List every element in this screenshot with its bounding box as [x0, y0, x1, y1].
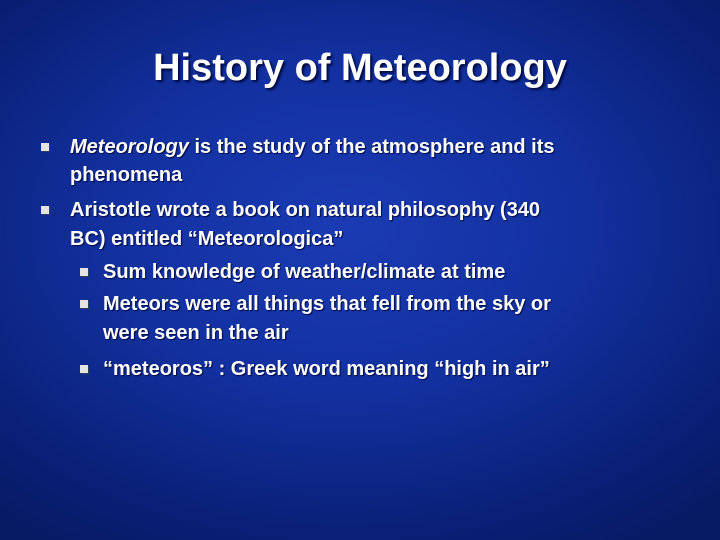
square-bullet-icon [41, 143, 49, 151]
bullet-text-italic: Meteorology [70, 136, 189, 158]
sub-bullet-text: Sum knowledge of weather/climate at time [103, 261, 506, 283]
slide-title: History of Meteorology [153, 47, 567, 89]
bullet-text: Aristotle wrote a book on natural philosophy (340 [70, 199, 541, 221]
bullet-continuation [0, 223, 720, 255]
bullet-text: BC) entitled “Meteorologica” [70, 228, 344, 250]
sub-bullet-item [0, 353, 720, 385]
square-bullet-icon [41, 206, 49, 214]
sub-bullet-text: were seen in the air [103, 322, 289, 344]
bullet-continuation [0, 159, 720, 191]
sub-bullet-text: Meteors were all things that fell from the sky or [103, 293, 551, 315]
sub-bullet-item [0, 288, 720, 320]
slide-content [0, 131, 720, 431]
bullet-text-rest: is the study of the atmosphere and its [188, 136, 555, 158]
square-bullet-icon [80, 365, 88, 373]
sub-bullet-item [0, 256, 720, 288]
bullet-text: phenomena [70, 164, 183, 186]
square-bullet-icon [80, 300, 88, 308]
sub-bullet-text: “meteoros” : Greek word meaning “high in air” [103, 358, 550, 380]
bullet-item [0, 194, 720, 226]
sub-bullet-continuation [0, 317, 720, 349]
square-bullet-icon [80, 268, 88, 276]
